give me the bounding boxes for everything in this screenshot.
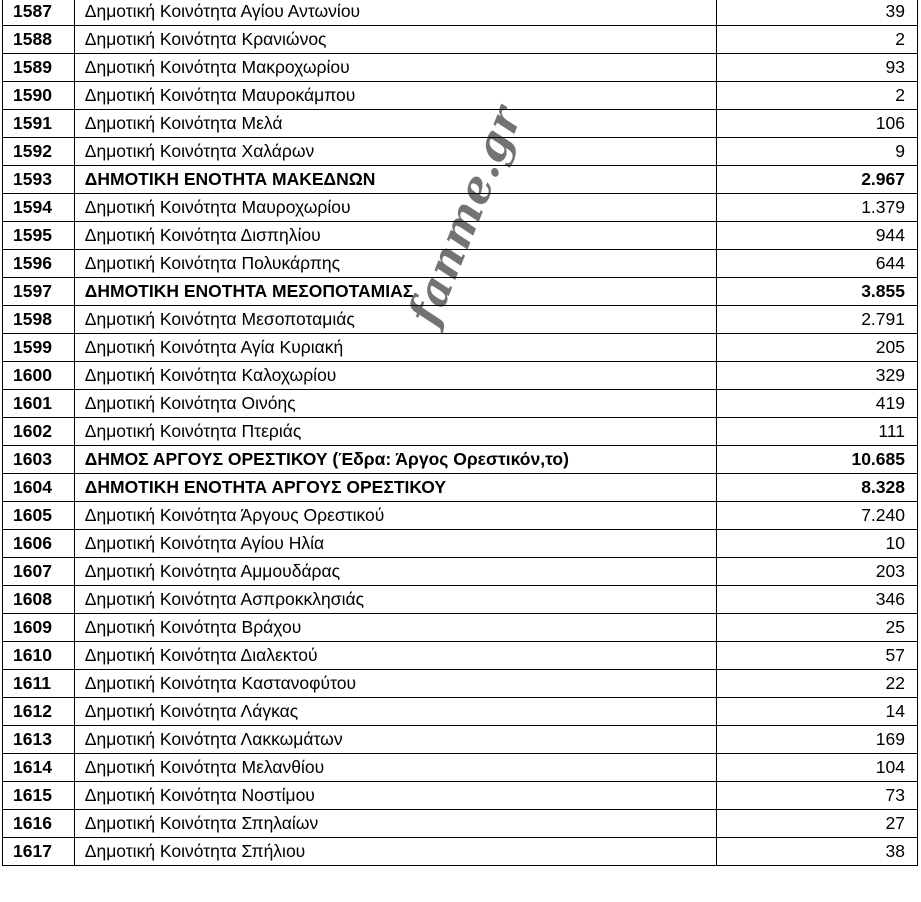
population-value-cell: 111 bbox=[716, 418, 917, 446]
community-name-cell: ΔΗΜΟΤΙΚΗ ΕΝΟΤΗΤΑ ΜΑΚΕΔΝΩΝ bbox=[74, 166, 716, 194]
row-number-cell: 1617 bbox=[3, 838, 75, 866]
table-row bbox=[3, 754, 918, 782]
table-row bbox=[3, 810, 918, 838]
population-value-cell: 1.379 bbox=[716, 194, 917, 222]
community-name-cell: Δημοτική Κοινότητα Μελά bbox=[74, 110, 716, 138]
table-row bbox=[3, 166, 918, 194]
row-number-cell: 1605 bbox=[3, 502, 75, 530]
table-row bbox=[3, 838, 918, 866]
community-name-cell: Δημοτική Κοινότητα Λακκωμάτων bbox=[74, 726, 716, 754]
table-row bbox=[3, 530, 918, 558]
community-name-cell: Δημοτική Κοινότητα Διαλεκτού bbox=[74, 642, 716, 670]
row-number-cell: 1588 bbox=[3, 26, 75, 54]
community-name-cell: Δημοτική Κοινότητα Καλοχωρίου bbox=[74, 362, 716, 390]
population-value-cell: 2 bbox=[716, 82, 917, 110]
population-value-cell: 7.240 bbox=[716, 502, 917, 530]
table-row bbox=[3, 642, 918, 670]
row-number-cell: 1598 bbox=[3, 306, 75, 334]
population-value-cell: 2 bbox=[716, 26, 917, 54]
row-number-cell: 1607 bbox=[3, 558, 75, 586]
row-number-cell: 1597 bbox=[3, 278, 75, 306]
population-value-cell: 3.855 bbox=[716, 278, 917, 306]
watermark: fanme.gr bbox=[398, 98, 533, 333]
population-value-cell: 10.685 bbox=[716, 446, 917, 474]
population-value-cell: 25 bbox=[716, 614, 917, 642]
table-row bbox=[3, 362, 918, 390]
table-row bbox=[3, 54, 918, 82]
population-value-cell: 14 bbox=[716, 698, 917, 726]
row-number-cell: 1614 bbox=[3, 754, 75, 782]
community-name-cell: Δημοτική Κοινότητα Χαλάρων bbox=[74, 138, 716, 166]
population-value-cell: 944 bbox=[716, 222, 917, 250]
community-name-cell: Δημοτική Κοινότητα Δισπηλίου bbox=[74, 222, 716, 250]
population-value-cell: 203 bbox=[716, 558, 917, 586]
row-number-cell: 1587 bbox=[3, 0, 75, 26]
community-name-cell: Δημοτική Κοινότητα Βράχου bbox=[74, 614, 716, 642]
row-number-cell: 1599 bbox=[3, 334, 75, 362]
population-value-cell: 38 bbox=[716, 838, 917, 866]
community-name-cell: Δημοτική Κοινότητα Πτεριάς bbox=[74, 418, 716, 446]
population-value-cell: 419 bbox=[716, 390, 917, 418]
population-value-cell: 346 bbox=[716, 586, 917, 614]
table-row bbox=[3, 782, 918, 810]
row-number-cell: 1610 bbox=[3, 642, 75, 670]
community-name-cell: Δημοτική Κοινότητα Άργους Ορεστικού bbox=[74, 502, 716, 530]
table-row bbox=[3, 278, 918, 306]
row-number-cell: 1602 bbox=[3, 418, 75, 446]
population-value-cell: 22 bbox=[716, 670, 917, 698]
row-number-cell: 1603 bbox=[3, 446, 75, 474]
row-number-cell: 1612 bbox=[3, 698, 75, 726]
row-number-cell: 1613 bbox=[3, 726, 75, 754]
table-row bbox=[3, 446, 918, 474]
row-number-cell: 1611 bbox=[3, 670, 75, 698]
community-name-cell: Δημοτική Κοινότητα Νοστίμου bbox=[74, 782, 716, 810]
population-value-cell: 8.328 bbox=[716, 474, 917, 502]
table-row bbox=[3, 306, 918, 334]
row-number-cell: 1604 bbox=[3, 474, 75, 502]
population-value-cell: 106 bbox=[716, 110, 917, 138]
community-name-cell: Δημοτική Κοινότητα Πολυκάρπης bbox=[74, 250, 716, 278]
row-number-cell: 1592 bbox=[3, 138, 75, 166]
table-row bbox=[3, 0, 918, 26]
community-name-cell: Δημοτική Κοινότητα Αγίου Αντωνίου bbox=[74, 0, 716, 26]
row-number-cell: 1615 bbox=[3, 782, 75, 810]
population-value-cell: 39 bbox=[716, 0, 917, 26]
community-name-cell: Δημοτική Κοινότητα Λάγκας bbox=[74, 698, 716, 726]
row-number-cell: 1593 bbox=[3, 166, 75, 194]
community-name-cell: Δημοτική Κοινότητα Σπηλαίων bbox=[74, 810, 716, 838]
community-name-cell: Δημοτική Κοινότητα Μακροχωρίου bbox=[74, 54, 716, 82]
table-row bbox=[3, 586, 918, 614]
community-name-cell: Δημοτική Κοινότητα Μελανθίου bbox=[74, 754, 716, 782]
community-name-cell: Δημοτική Κοινότητα Μαυροχωρίου bbox=[74, 194, 716, 222]
table-row bbox=[3, 250, 918, 278]
table-row bbox=[3, 334, 918, 362]
table-row bbox=[3, 138, 918, 166]
row-number-cell: 1594 bbox=[3, 194, 75, 222]
community-name-cell: Δημοτική Κοινότητα Αγίου Ηλία bbox=[74, 530, 716, 558]
table-row bbox=[3, 558, 918, 586]
community-name-cell: Δημοτική Κοινότητα Αμμουδάρας bbox=[74, 558, 716, 586]
row-number-cell: 1606 bbox=[3, 530, 75, 558]
table-row bbox=[3, 26, 918, 54]
community-name-cell: Δημοτική Κοινότητα Κρανιώνος bbox=[74, 26, 716, 54]
table-body bbox=[3, 0, 918, 866]
population-value-cell: 93 bbox=[716, 54, 917, 82]
table-row bbox=[3, 418, 918, 446]
population-value-cell: 169 bbox=[716, 726, 917, 754]
table-row bbox=[3, 222, 918, 250]
population-value-cell: 644 bbox=[716, 250, 917, 278]
population-table bbox=[2, 0, 918, 866]
table-row bbox=[3, 502, 918, 530]
table-row bbox=[3, 110, 918, 138]
row-number-cell: 1601 bbox=[3, 390, 75, 418]
table-row bbox=[3, 614, 918, 642]
table-row bbox=[3, 698, 918, 726]
row-number-cell: 1616 bbox=[3, 810, 75, 838]
community-name-cell: Δημοτική Κοινότητα Σπήλιου bbox=[74, 838, 716, 866]
population-value-cell: 104 bbox=[716, 754, 917, 782]
table-row bbox=[3, 194, 918, 222]
community-name-cell: ΔΗΜΟΤΙΚΗ ΕΝΟΤΗΤΑ ΜΕΣΟΠΟΤΑΜΙΑΣ bbox=[74, 278, 716, 306]
population-value-cell: 73 bbox=[716, 782, 917, 810]
row-number-cell: 1608 bbox=[3, 586, 75, 614]
community-name-cell: ΔΗΜΟΣ ΑΡΓΟΥΣ ΟΡΕΣΤΙΚΟΥ (Έδρα: Άργος Ορεστικόν,το) bbox=[74, 446, 716, 474]
community-name-cell: Δημοτική Κοινότητα Καστανοφύτου bbox=[74, 670, 716, 698]
row-number-cell: 1591 bbox=[3, 110, 75, 138]
community-name-cell: Δημοτική Κοινότητα Οινόης bbox=[74, 390, 716, 418]
table-row bbox=[3, 82, 918, 110]
population-value-cell: 10 bbox=[716, 530, 917, 558]
row-number-cell: 1600 bbox=[3, 362, 75, 390]
row-number-cell: 1609 bbox=[3, 614, 75, 642]
table-row bbox=[3, 726, 918, 754]
table-row bbox=[3, 390, 918, 418]
population-value-cell: 2.791 bbox=[716, 306, 917, 334]
row-number-cell: 1590 bbox=[3, 82, 75, 110]
population-value-cell: 9 bbox=[716, 138, 917, 166]
population-value-cell: 57 bbox=[716, 642, 917, 670]
community-name-cell: Δημοτική Κοινότητα Αγία Κυριακή bbox=[74, 334, 716, 362]
table-row bbox=[3, 474, 918, 502]
population-value-cell: 27 bbox=[716, 810, 917, 838]
population-value-cell: 329 bbox=[716, 362, 917, 390]
row-number-cell: 1595 bbox=[3, 222, 75, 250]
community-name-cell: Δημοτική Κοινότητα Μαυροκάμπου bbox=[74, 82, 716, 110]
community-name-cell: Δημοτική Κοινότητα Μεσοποταμιάς bbox=[74, 306, 716, 334]
population-value-cell: 2.967 bbox=[716, 166, 917, 194]
row-number-cell: 1596 bbox=[3, 250, 75, 278]
population-value-cell: 205 bbox=[716, 334, 917, 362]
community-name-cell: Δημοτική Κοινότητα Ασπροκκλησιάς bbox=[74, 586, 716, 614]
row-number-cell: 1589 bbox=[3, 54, 75, 82]
table-row bbox=[3, 670, 918, 698]
community-name-cell: ΔΗΜΟΤΙΚΗ ΕΝΟΤΗΤΑ ΑΡΓΟΥΣ ΟΡΕΣΤΙΚΟΥ bbox=[74, 474, 716, 502]
